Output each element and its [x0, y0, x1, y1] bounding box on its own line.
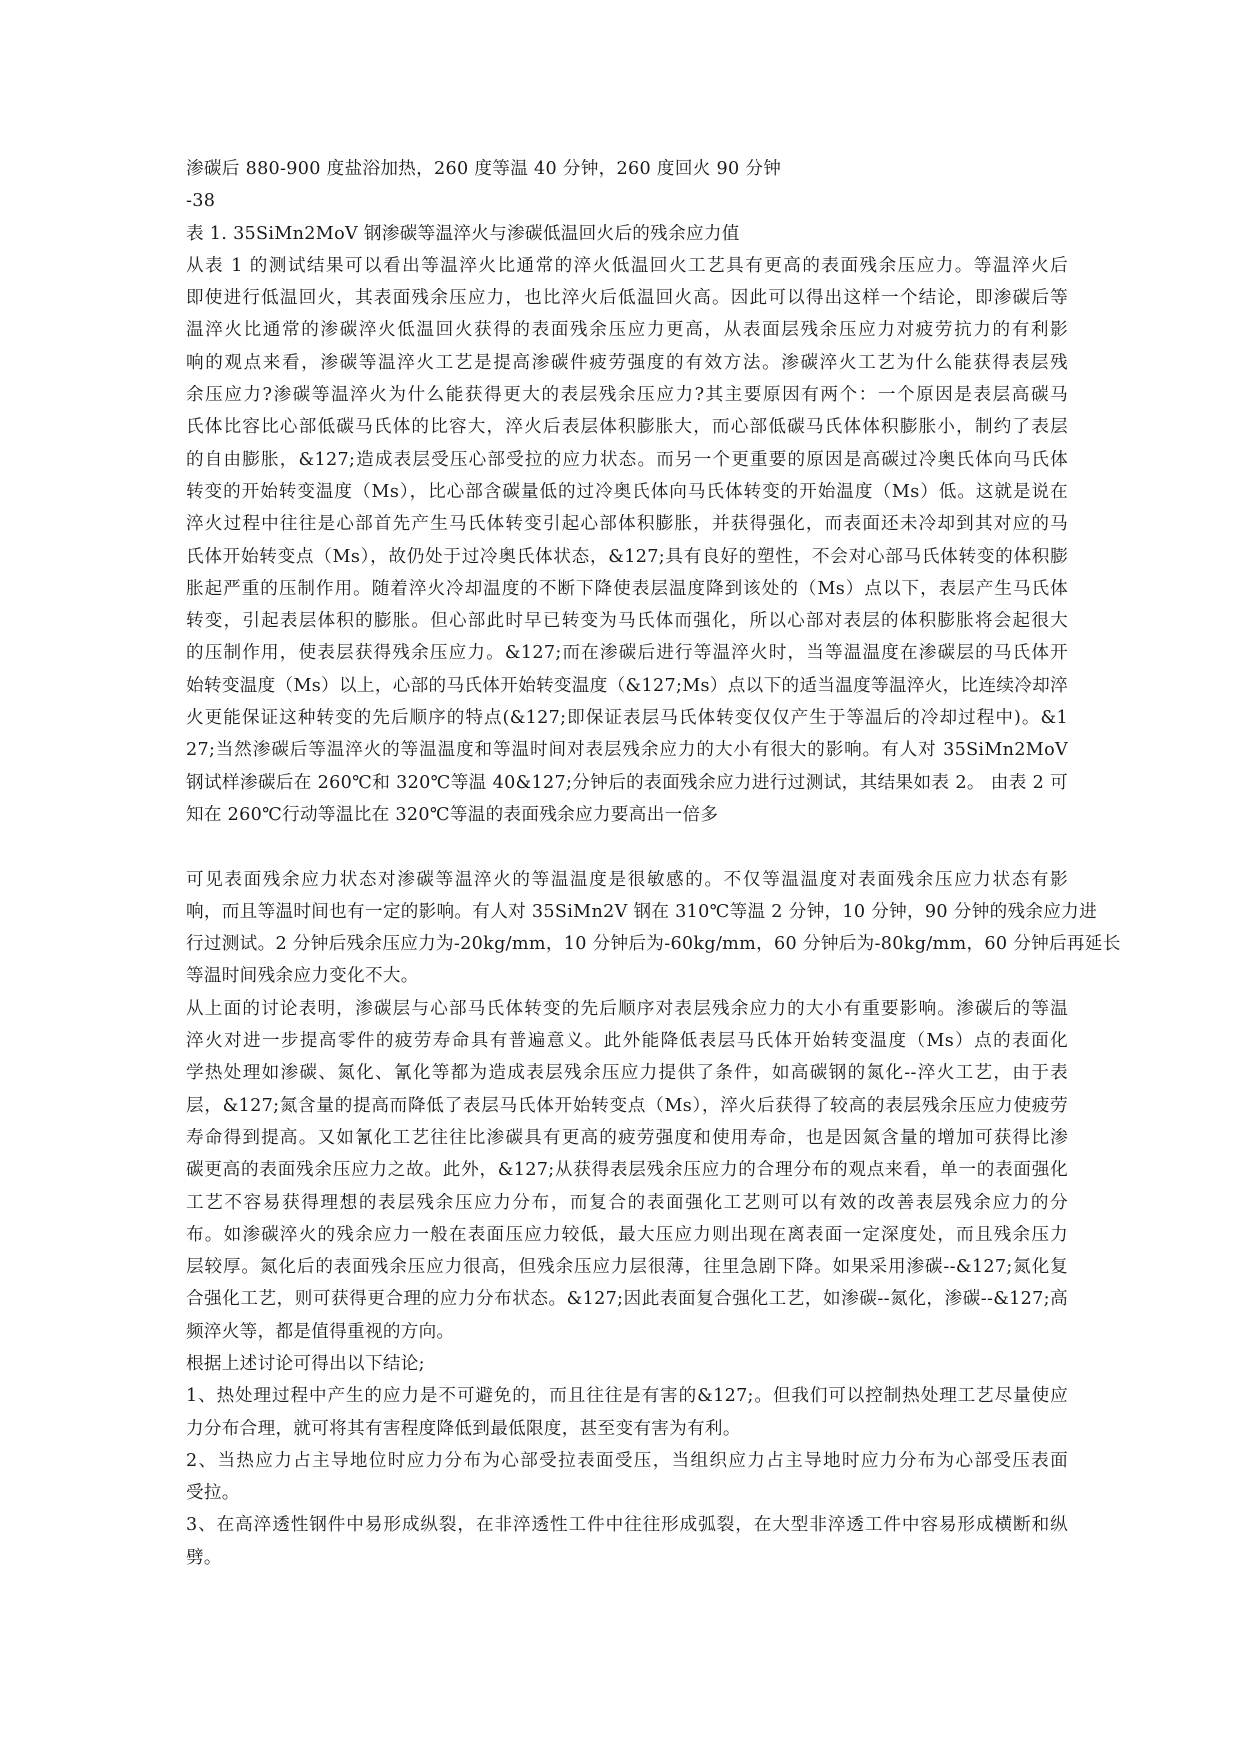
document-body	[186, 153, 1121, 1574]
paragraph-line: 氏体开始转变点（Ms），故仍处于过冷奥氏体状态，&127;具有良好的塑性，不会对心部马氏体转变的体积膨	[186, 546, 1068, 567]
paragraph-line: 劈。	[186, 1547, 222, 1568]
paragraph-line: 层，&127;氮含量的提高而降低了表层马氏体开始转变点（Ms），淬火后获得了较高的表层残余压应力使疲劳	[186, 1095, 1068, 1116]
paragraph-line: 根据上述讨论可得出以下结论;	[186, 1353, 425, 1374]
paragraph-line: 工艺不容易获得理想的表层残余压应力分布，而复合的表面强化工艺则可以有效的改善表层残余应力的分	[186, 1192, 1068, 1213]
paragraph-1	[186, 250, 1068, 831]
paragraph-line: 胀起严重的压制作用。随着淬火冷却温度的不断下降使表层温度降到该处的（Ms）点以下，表层产生马氏体	[186, 578, 1068, 599]
paragraph-line: 学热处理如渗碳、氮化、氰化等都为造成表层残余压应力提供了条件，如高碳钢的氮化--淬火工艺，由于表	[186, 1063, 1068, 1084]
paragraph-3	[186, 993, 1068, 1348]
paragraph-line: 氏体比容比心部低碳马氏体的比容大，淬火后表层体积膨胀大，而心部低碳马氏体体积膨胀小，制约了表层	[186, 417, 1068, 438]
paragraph-4	[186, 1348, 1068, 1380]
header-line: 表 1. 35SiMn2MoV 钢渗碳等温淬火与渗碳低温回火后的残余应力值	[186, 223, 740, 244]
paragraph-line: 的自由膨胀，&127;造成表层受压心部受拉的应力状态。而另一个更重要的原因是高碳过冷奥氏体向马氏体	[186, 449, 1068, 470]
paragraph-line: 1、热处理过程中产生的应力是不可避免的，而且往往是有害的&127;。但我们可以控制热处理工艺尽量使应	[186, 1386, 1068, 1407]
paragraph-line: 层较厚。氮化后的表面残余压应力很高，但残余压应力层很薄，往里急剧下降。如果采用渗碳--&127;氮化复	[186, 1257, 1068, 1278]
paragraph-line: 可见表面残余应力状态对渗碳等温淬火的等温温度是很敏感的。不仅等温温度对表面残余压应力状态有影	[186, 869, 1068, 890]
header-line: 渗碳后 880-900 度盐浴加热，260 度等温 40 分钟，260 度回火 90 分钟	[186, 159, 782, 179]
conclusion-item-2	[186, 1445, 1068, 1510]
paragraph-line: 行过测试。2 分钟后残余压应力为-20kg/mm，10 分钟后为-60kg/mm，60 分钟后为-80kg/mm，60 分钟后再延长	[186, 934, 1121, 955]
paragraph-line: 碳更高的表面残余压应力之故。此外，&127;从获得表层残余压应力的合理分布的观点来看，单一的表面强化	[186, 1160, 1068, 1181]
header-line: -38	[186, 191, 216, 212]
paragraph-line: 转变，引起表层体积的膨胀。但心部此时早已转变为马氏体而强化，所以心部对表层的体积膨胀将会起很大	[186, 611, 1068, 632]
paragraph-line: 3、在高淬透性钢件中易形成纵裂，在非淬透性工件中往往形成弧裂，在大型非淬透工件中容易形成横断和纵	[186, 1515, 1068, 1536]
paragraph-line: 从表 1 的测试结果可以看出等温淬火比通常的淬火低温回火工艺具有更高的表面残余压应力。等温淬火后	[186, 255, 1068, 276]
paragraph-line: 从上面的讨论表明，渗碳层与心部马氏体转变的先后顺序对表层残余应力的大小有重要影响。渗碳后的等温	[186, 998, 1068, 1019]
paragraph-line: 的压制作用，使表层获得残余压应力。&127;而在渗碳后进行等温淬火时，当等温温度在渗碳层的马氏体开	[186, 643, 1068, 664]
paragraph-line: 受拉。	[186, 1483, 240, 1504]
paragraph-line: 淬火对进一步提高零件的疲劳寿命具有普遍意义。此外能降低表层马氏体开始转变温度（Ms）点的表面化	[186, 1031, 1068, 1052]
paragraph-line: 知在 260℃行动等温比在 320℃等温的表面残余应力要高出一倍多	[186, 804, 719, 825]
paragraph-line: 响的观点来看，渗碳等温淬火工艺是提高渗碳件疲劳强度的有效方法。渗碳淬火工艺为什么能获得表层残	[186, 352, 1068, 373]
paragraph-line: 力分布合理，就可将其有害程度降低到最低限度，甚至变有害为有利。	[186, 1418, 741, 1439]
paragraph-line: 温淬火比通常的渗碳淬火低温回火获得的表面残余压应力更高，从表面层残余压应力对疲劳抗力的有利影	[186, 320, 1068, 341]
paragraph-2	[186, 864, 1121, 993]
paragraph-line: 27;当然渗碳后等温淬火的等温温度和等温时间对表层残余应力的大小有很大的影响。有人对 35SiMn2MoV	[186, 740, 1068, 761]
blank-line	[186, 831, 1068, 863]
paragraph-line: 等温时间残余应力变化不大。	[186, 966, 419, 987]
paragraph-line: 频淬火等，都是值得重视的方向。	[186, 1321, 455, 1342]
paragraph-line: 响，而且等温时间也有一定的影响。有人对 35SiMn2V 钢在 310℃等温 2 分钟，10 分钟，90 分钟的残余应力进	[186, 901, 1097, 922]
paragraph-line: 合强化工艺，则可获得更合理的应力分布状态。&127;因此表面复合强化工艺，如渗碳--氮化，渗碳--&127;高	[186, 1289, 1068, 1310]
paragraph-line: 余压应力?渗碳等温淬火为什么能获得更大的表层残余压应力?其主要原因有两个：一个原因是表层高碳马	[186, 385, 1068, 406]
paragraph-line: 钢试样渗碳后在 260℃和 320℃等温 40&127;分钟后的表面残余应力进行过测试，其结果如表 2。 由表 2 可	[186, 772, 1068, 793]
header-block	[186, 153, 1068, 250]
paragraph-line: 布。如渗碳淬火的残余应力一般在表面压应力较低，最大压应力则出现在离表面一定深度处，而且残余压力	[186, 1224, 1068, 1245]
paragraph-line: 淬火过程中往往是心部首先产生马氏体转变引起心部体积膨胀，并获得强化，而表面还未冷却到其对应的马	[186, 514, 1068, 535]
paragraph-line: 寿命得到提高。又如氰化工艺往往比渗碳具有更高的疲劳强度和使用寿命，也是因氮含量的增加可获得比渗	[186, 1127, 1068, 1148]
paragraph-line: 2、当热应力占主导地位时应力分布为心部受拉表面受压，当组织应力占主导地时应力分布为心部受压表面	[186, 1450, 1068, 1471]
conclusion-item-1	[186, 1380, 1068, 1445]
conclusion-item-3	[186, 1509, 1068, 1574]
paragraph-line: 始转变温度（Ms）以上，心部的马氏体开始转变温度（&127;Ms）点以下的适当温度等温淬火，比连续冷却淬	[186, 675, 1068, 696]
paragraph-line: 火更能保证这种转变的先后顺序的特点(&127;即保证表层马氏体转变仅仅产生于等温后的冷却过程中)。&1	[186, 708, 1068, 729]
paragraph-line: 转变的开始转变温度（Ms），比心部含碳量低的过冷奥氏体向马氏体转变的开始温度（Ms）低。这就是说在	[186, 481, 1068, 502]
paragraph-line: 即使进行低温回火，其表面残余压应力，也比淬火后低温回火高。因此可以得出这样一个结论，即渗碳后等	[186, 288, 1068, 309]
